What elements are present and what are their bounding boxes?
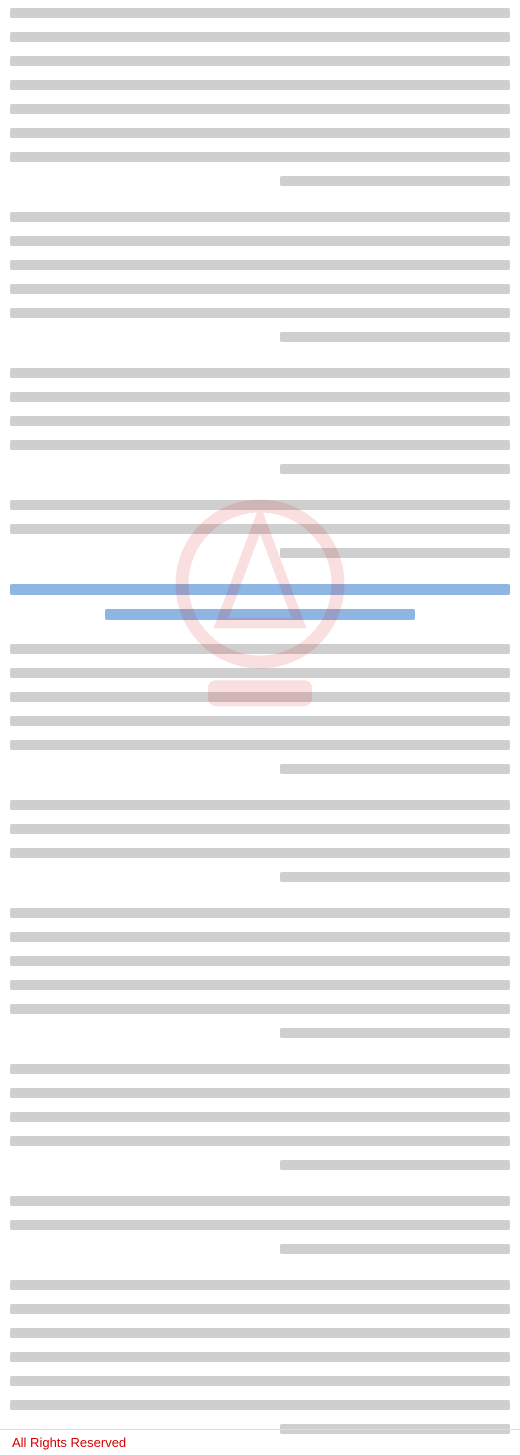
text-line <box>10 1352 510 1362</box>
callout-block <box>10 584 510 634</box>
text-line <box>10 8 510 18</box>
text-line <box>280 548 510 558</box>
text-line <box>10 260 510 270</box>
text-line <box>10 956 510 966</box>
text-line <box>10 800 510 810</box>
text-line <box>10 1400 510 1410</box>
text-line <box>10 1376 510 1386</box>
text-line <box>10 1280 510 1290</box>
text-line <box>10 1196 510 1206</box>
text-line <box>10 908 510 918</box>
text-line <box>10 1328 510 1338</box>
text-line <box>10 932 510 942</box>
text-line <box>10 152 510 162</box>
text-line <box>10 56 510 66</box>
text-line <box>10 440 510 450</box>
text-line <box>10 80 510 90</box>
text-line <box>10 1088 510 1098</box>
paragraph <box>10 8 510 200</box>
text-line <box>280 764 510 774</box>
text-line <box>10 236 510 246</box>
text-line <box>10 32 510 42</box>
text-line <box>280 1244 510 1254</box>
text-line <box>10 1064 510 1074</box>
footer <box>0 1429 520 1455</box>
text-line <box>10 500 510 510</box>
text-line <box>10 740 510 750</box>
text-line <box>10 1112 510 1122</box>
text-line <box>10 284 510 294</box>
paragraph <box>10 644 510 788</box>
paragraph <box>10 1280 510 1448</box>
paragraph <box>10 1196 510 1268</box>
text-line <box>10 1304 510 1314</box>
text-line <box>10 524 510 534</box>
paragraph <box>10 500 510 572</box>
text-line <box>280 176 510 186</box>
text-line <box>10 212 510 222</box>
text-line <box>280 332 510 342</box>
callout-line <box>105 609 415 620</box>
text-line <box>10 692 510 702</box>
text-line <box>10 416 510 426</box>
text-line <box>10 848 510 858</box>
paragraph <box>10 800 510 896</box>
article-body <box>10 8 510 1425</box>
paragraph <box>10 908 510 1052</box>
text-line <box>10 980 510 990</box>
text-line <box>10 1220 510 1230</box>
text-line <box>280 1160 510 1170</box>
text-line <box>10 368 510 378</box>
text-line <box>10 1136 510 1146</box>
paragraph <box>10 368 510 488</box>
paragraph <box>10 1064 510 1184</box>
text-line <box>10 392 510 402</box>
text-line <box>10 308 510 318</box>
text-line <box>280 1028 510 1038</box>
footer-rights: All Rights Reserved <box>12 1435 127 1450</box>
text-line <box>10 1004 510 1014</box>
text-line <box>10 716 510 726</box>
text-line <box>10 668 510 678</box>
callout-line <box>10 584 510 595</box>
text-line <box>10 104 510 114</box>
text-line <box>280 464 510 474</box>
text-line <box>10 824 510 834</box>
text-line <box>280 872 510 882</box>
text-line <box>10 644 510 654</box>
paragraph <box>10 212 510 356</box>
text-line <box>10 128 510 138</box>
